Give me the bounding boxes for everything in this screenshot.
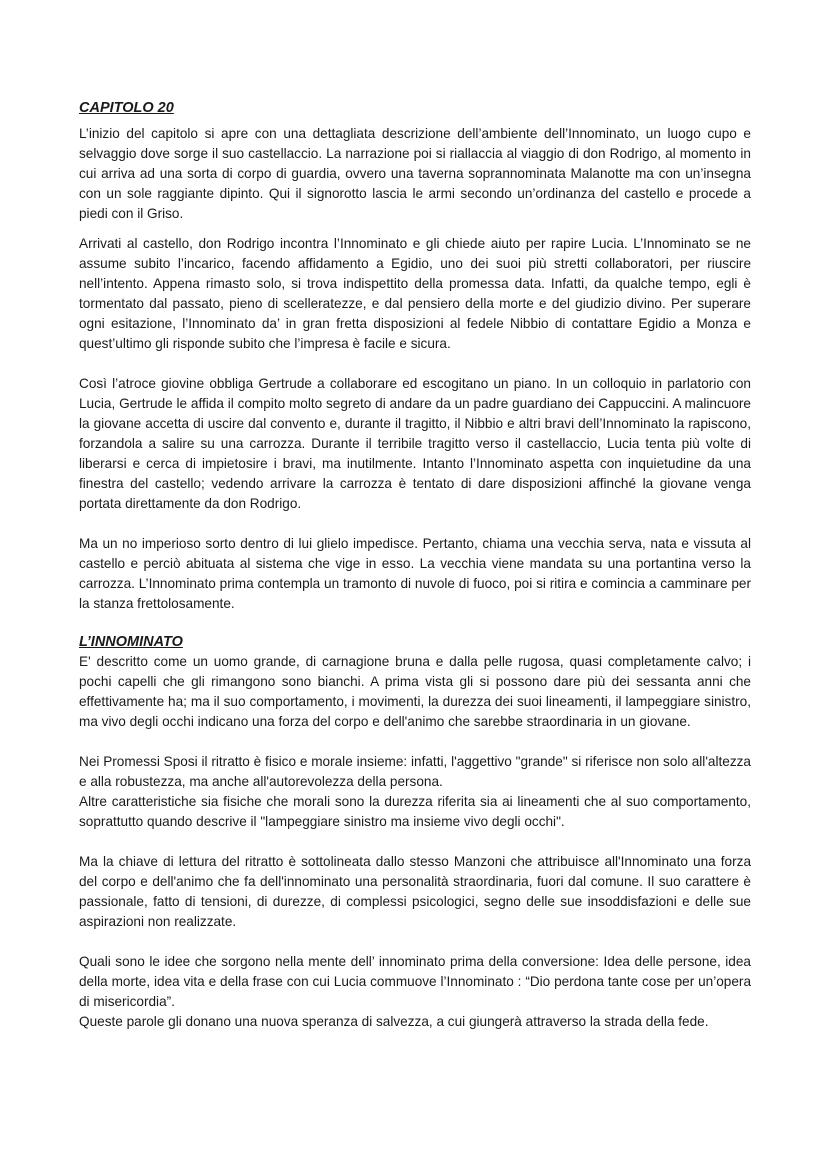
innominato-paragraph-2b: Altre caratteristiche sia fisiche che morali sono la durezza riferita sia ai lineamenti che al suo comportamento, soprattutto quando descrive il "lampeggiare sinistro ma insieme vivo degli occhi".: [79, 794, 751, 829]
innominato-paragraph-2a: Nei Promessi Sposi il ritratto è fisico e morale insieme: infatti, l'aggettivo "grande" si riferisce non solo all'altezza e alla robustezza, ma anche all'autorevolezza della persona.: [79, 754, 751, 789]
document-page: [79, 98, 751, 1032]
innominato-paragraph-4a: Quali sono le idee che sorgono nella mente dell’ innominato prima della conversione: Idea delle persone, idea della morte, idea vita e della frase con cui Lucia commuove l’Innominato : “Dio perdona tante cose per un’opera di misericordia”.: [79, 954, 751, 1009]
innominato-section: [79, 632, 751, 1032]
innominato-paragraph-1: E' descritto come un uomo grande, di carnagione bruna e dalla pelle rugosa, quasi completamente calvo; i pochi capelli che gli rimangono sono bianchi. A prima vista gli si possono dare più dei sessanta anni che effettivamente ha; ma il suo comportamento, i movimenti, la durezza dei suoi lineamenti, il lampeggiare sinistro, ma vivo degli occhi indicano una forza del corpo e dell'animo che sarebbe straordinaria in un giovane.: [79, 654, 751, 729]
innominato-paragraph-3: Ma la chiave di lettura del ritratto è sottolineata dallo stesso Manzoni che attribuisce all'Innominato una forza del corpo e dell'animo che fa dell'innominato una personalità straordinaria, fuori dal comune. Il suo carattere è passionale, fatto di tensioni, di durezze, di complessi psicologici, segno delle sue insoddisfazioni e delle sue aspirazioni non realizzate.: [79, 854, 751, 929]
chapter-paragraph-2: Arrivati al castello, don Rodrigo incontra l’Innominato e gli chiede aiuto per rapire Lucia. L’Innominato se ne assume subito l’incarico, facendo affidamento a Egidio, uno dei suoi più stretti collaboratori, per riuscire nell’intento. Appena rimasto solo, si trova indispettito della promessa data. Infatti, da qualche tempo, egli è tormentato dal passato, pieno di scelleratezze, e dal pensiero della morte e del giudizio divino. Per superare ogni esitazione, l’Innominato da’ in gran fretta disposizioni al fedele Nibbio di contattare Egidio a Monza e quest’ultimo gli risponde subito che l’impresa è facile e sicura.: [79, 236, 751, 351]
chapter-paragraph-3: Così l’atroce giovine obbliga Gertrude a collaborare ed escogitano un piano. In un colloquio in parlatorio con Lucia, Gertrude le affida il compito molto segreto di andare da un padre guardiano dei Cappuccini. A malincuore la giovane accetta di uscire dal convento e, durante il tragitto, il Nibbio e altri bravi dell’Innominato la rapiscono, forzandola a salire su una carrozza. Durante il terribile tragitto verso il castellaccio, Lucia tenta più volte di liberarsi e cerca di impietosire i bravi, ma inutilmente. Intanto l’Innominato aspetta con inquietudine da una finestra del castello; vedendo arrivare la carrozza è tentato di dare disposizioni affinché la giovane venga portata direttamente da don Rodrigo.: [79, 376, 751, 511]
chapter-paragraph-4: Ma un no imperioso sorto dentro di lui glielo impedisce. Pertanto, chiama una vecchia serva, nata e vissuta al castello e perciò abituata al sistema che vige in esso. La vecchia viene mandata su una portantina verso la carrozza. L’Innominato prima contempla un tramonto di nuvole di fuoco, poi si ritira e comincia a camminare per la stanza frettolosamente.: [79, 536, 751, 611]
chapter-paragraph-1: L’inizio del capitolo si apre con una dettagliata descrizione dell’ambiente dell’Innominato, un luogo cupo e selvaggio dove sorge il suo castellaccio. La narrazione poi si riallaccia al viaggio di don Rodrigo, al momento in cui arriva ad una sorta di corpo di guardia, ovvero una taverna soprannominata Malanotte ma con un’insegna con un sole raggiante dipinto. Qui il signorotto lascia le armi secondo un’ordinanza del castello e procede a piedi con il Griso.: [79, 126, 751, 221]
innominato-heading: L’INNOMINATO: [79, 634, 183, 650]
innominato-paragraph-4b: Queste parole gli donano una nuova speranza di salvezza, a cui giungerà attraverso la strada della fede.: [79, 1014, 709, 1029]
chapter-heading: CAPITOLO 20: [79, 100, 174, 116]
